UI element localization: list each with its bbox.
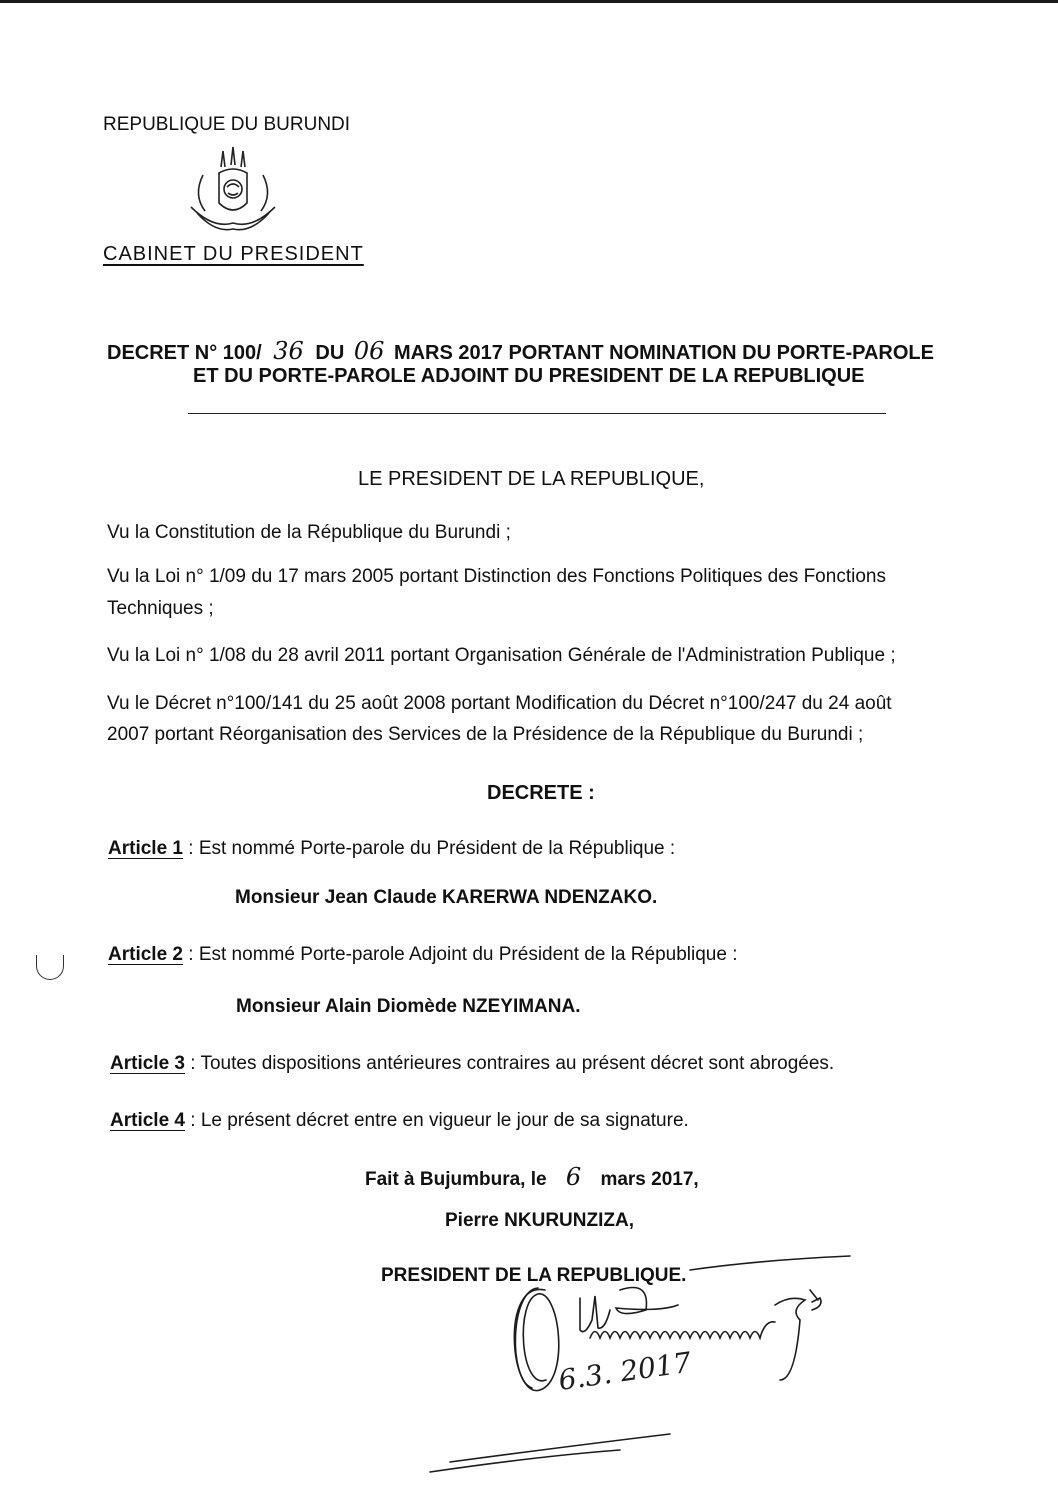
decree-number-handwritten: 36 (273, 337, 304, 365)
article-1 (108, 838, 675, 860)
decree-title-line1 (107, 337, 934, 365)
article-2-label: Article 2 (108, 944, 183, 965)
scan-edge (0, 0, 1058, 3)
signatory-office: PRESIDENT DE LA REPUBLIQUE. (381, 1265, 687, 1286)
article-4 (110, 1110, 689, 1132)
article-4-label: Article 4 (110, 1110, 185, 1131)
article-1-text: : Est nommé Porte-parole du Président de la République : (188, 838, 676, 859)
vu-decret-line2: 2007 portant Réorganisation des Services de la Présidence de la République du Burundi ; (107, 724, 864, 745)
closing-day-handwritten: 6 (565, 1163, 582, 1191)
cabinet-heading: CABINET DU PRESIDENT (103, 243, 364, 265)
vu-loi-2005-line2: Techniques ; (107, 598, 214, 619)
vu-loi-2005-line1: Vu la Loi n° 1/09 du 17 mars 2005 portant Distinction des Fonctions Politiques des Fonctions (107, 566, 886, 587)
article-3-label: Article 3 (110, 1053, 185, 1074)
date-rest: mars 2017, (600, 1169, 699, 1190)
title-line1-rest: MARS 2017 PORTANT NOMINATION DU PORTE-PAROLE (393, 342, 934, 364)
preamble-heading: LE PRESIDENT DE LA REPUBLIQUE, (358, 468, 705, 490)
title-prefix: DECRET N° 100/ (107, 342, 262, 364)
place-date (365, 1163, 699, 1191)
republic-heading: REPUBLIQUE DU BURUNDI (103, 114, 351, 135)
hole-punch-mark (36, 955, 64, 980)
article-1-appointee: Monsieur Jean Claude KARERWA NDENZAKO. (235, 887, 658, 908)
article-2 (108, 944, 737, 966)
vu-decret-line1: Vu le Décret n°100/141 du 25 août 2008 portant Modification du Décret n°100/247 du 24 août (107, 693, 892, 714)
signature-date: 6.3. 2017 (556, 1345, 694, 1397)
place-prefix: Fait à Bujumbura, le (365, 1169, 547, 1190)
signatory-name: Pierre NKURUNZIZA, (445, 1210, 634, 1231)
vu-constitution: Vu la Constitution de la République du Burundi ; (107, 522, 511, 543)
article-3-text: : Toutes dispositions antérieures contraires au présent décret sont abrogées. (190, 1053, 835, 1074)
handwritten-signature (420, 1250, 860, 1480)
decree-day-handwritten: 06 (353, 337, 385, 365)
article-2-appointee: Monsieur Alain Diomède NZEYIMANA. (236, 996, 581, 1017)
coat-of-arms-icon (183, 145, 283, 240)
article-4-text: : Le présent décret entre en vigueur le jour de sa signature. (190, 1110, 689, 1131)
title-du: DU (315, 342, 345, 364)
decrete-heading: DECRETE : (487, 782, 595, 804)
article-2-text: : Est nommé Porte-parole Adjoint du Président de la République : (188, 944, 738, 965)
title-divider (188, 413, 886, 414)
article-1-label: Article 1 (108, 838, 183, 859)
vu-loi-2011: Vu la Loi n° 1/08 du 28 avril 2011 portant Organisation Générale de l'Administration Publique ; (107, 645, 896, 666)
article-3 (110, 1053, 834, 1075)
decree-title-line2: ET DU PORTE-PAROLE ADJOINT DU PRESIDENT DE LA REPUBLIQUE (193, 365, 865, 387)
